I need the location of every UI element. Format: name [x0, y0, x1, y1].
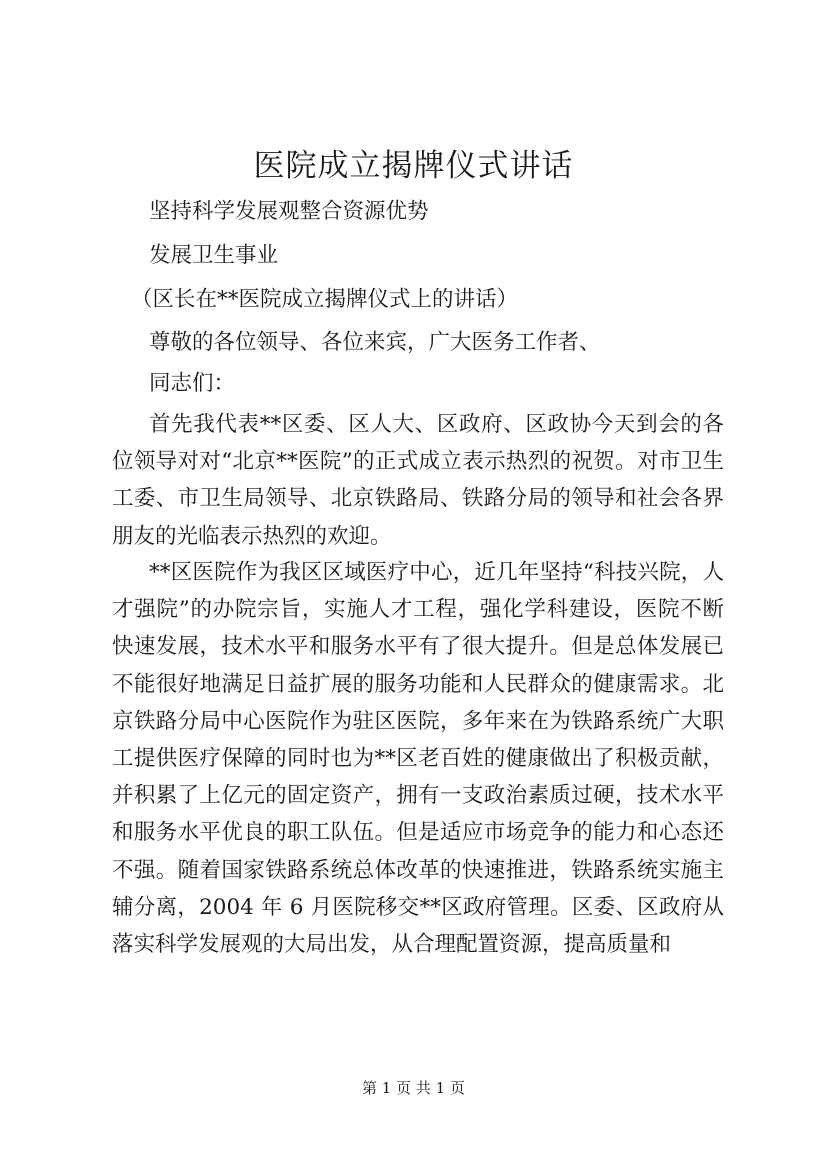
salutation-line-1: 尊敬的各位领导、各位来宾，广大医务工作者、 [149, 330, 601, 355]
subtitle-line-1: 坚持科学发展观整合资源优势 [149, 199, 429, 224]
speaker-note: （区长在**医院成立揭牌仪式上的讲话） [131, 287, 519, 312]
body-paragraph-2: **区医院作为我区区域医疗中心，近几年坚持“科技兴院，人才强院”的办院宗旨，实施人才工程，强化学科建设，医院不断快速发展，技术水平和服务水平有了很大提升。但是总体发展已不能很好地满足日益扩展的服务功能和人民群众的健康需求。北京铁路分局中心医院作为驻区医院，多年来在为铁路系统广大职工提供医疗保障的同时也为**区老百姓的健康做出了积极贡献，并积累了上亿元的固定资产，拥有一支政治素质过硬，技术水平和服务水平优良的职工队伍。但是适应市场竞争的能力和心态还不强。随着国家铁路系统总体改革的快速推进，铁路系统实施主辅分离，2004 年 6 月医院移交**区政府管理。区委、区政府从落实科学发展观的大局出发，从合理配置资源，提高质量和 [112, 560, 724, 958]
document-title: 医院成立揭牌仪式讲话 [253, 148, 574, 184]
page-footer: 第 1 页 共 1 页 [362, 1079, 465, 1097]
subtitle-line-2: 发展卫生事业 [149, 243, 279, 268]
body-paragraph-1: 首先我代表**区委、区人大、区政府、区政协今天到会的各位领导对对“北京**医院”的正式成立表示热烈的祝贺。对市卫生工委、市卫生局领导、北京铁路局、铁路分局的领导和社会各界朋友的光临表示热烈的欢迎。 [112, 412, 724, 549]
salutation-line-2: 同志们： [149, 371, 236, 396]
